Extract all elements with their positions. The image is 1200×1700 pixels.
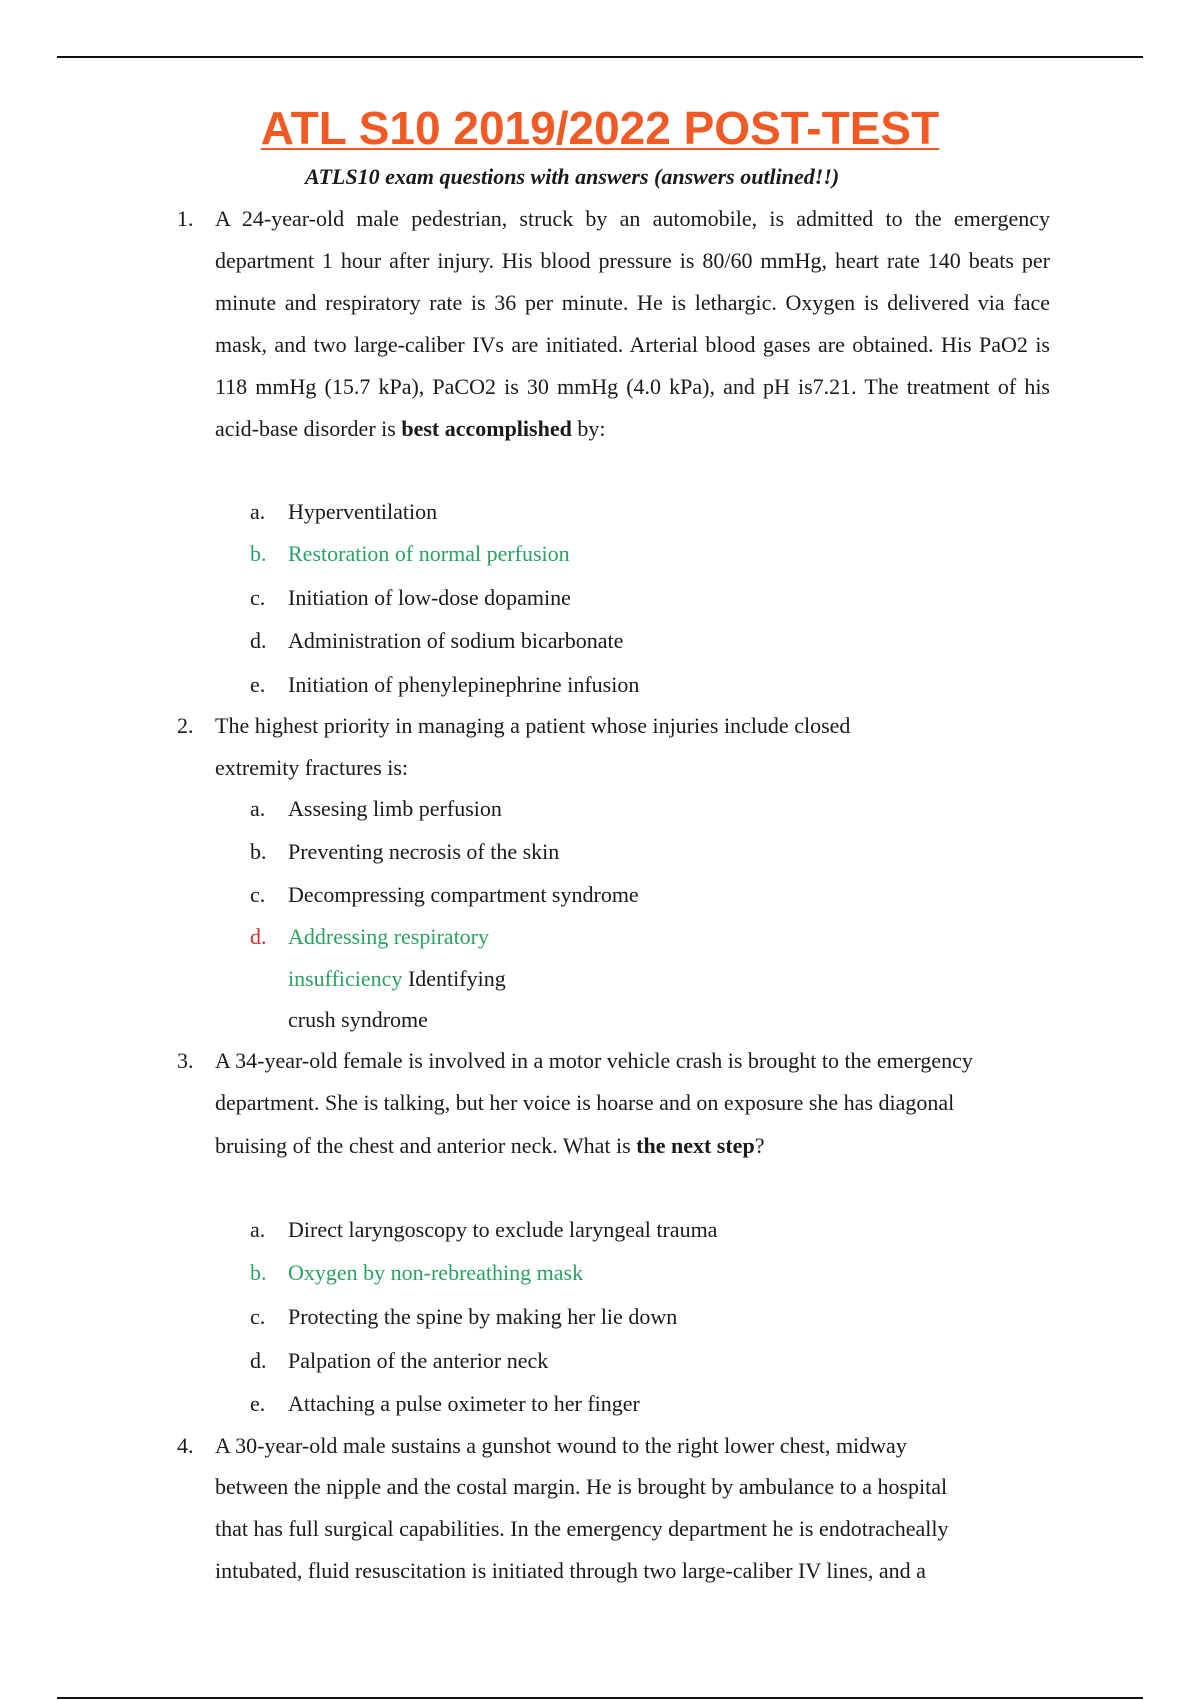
question-3-line-3: bruising of the chest and anterior neck. What is the next step? — [215, 1133, 765, 1158]
q1-option-d: d. Administration of sodium bicarbonate — [250, 628, 624, 653]
question-4-number: 4. — [177, 1433, 194, 1458]
q1-option-e: e. Initiation of phenylepinephrine infusion — [250, 672, 640, 697]
q3-option-b: b. Oxygen by non-rebreathing mask — [250, 1260, 584, 1285]
q3-option-c: c. Protecting the spine by making her lie down — [250, 1304, 678, 1329]
question-4-line-4: intubated, fluid resuscitation is initiated through two large-caliber IV lines, and a — [215, 1558, 926, 1583]
q3-option-a: a. Direct laryngoscopy to exclude laryngeal trauma — [250, 1217, 718, 1242]
document-subtitle: ATLS10 exam questions with answers (answers outlined!!) — [305, 164, 840, 189]
question-2-line-1: The highest priority in managing a patient whose injuries include closed — [215, 713, 851, 738]
question-3-line-1: A 34-year-old female is involved in a motor vehicle crash is brought to the emergency — [215, 1048, 973, 1073]
question-4-line-2: between the nipple and the costal margin. He is brought by ambulance to a hospital — [215, 1474, 948, 1499]
q2-option-d-continuation-2: crush syndrome — [288, 1007, 428, 1032]
q2-option-a: a. Assesing limb perfusion — [250, 796, 502, 821]
q2-option-b: b. Preventing necrosis of the skin — [250, 839, 560, 864]
question-3-line-2: department. She is talking, but her voice is hoarse and on exposure she has diagonal — [215, 1090, 955, 1115]
question-4-line-3: that has full surgical capabilities. In the emergency department he is endotracheally — [215, 1516, 949, 1541]
q2-option-c: c. Decompressing compartment syndrome — [250, 882, 639, 907]
question-1-text: A 24-year-old male pedestrian, struck by an automobile, is admitted to the emergency department 1 hour after injury. His blood pressure is 80/60 mmHg, heart rate 140 beats per minute and respiratory rate is 36 per minute. He is lethargic. Oxygen is delivered via face mask, and two large-caliber IVs are initiated. Arterial blood gases are obtained. His PaO2 is 118 mmHg (15.7 kPa), PaCO2 is 30 mmHg (4.0 kPa), and pH is7.21. The treatment of his acid-base disorder is best accomplished by: — [215, 206, 1050, 441]
q2-option-d: d. Addressing respiratory — [250, 924, 490, 949]
question-4-line-1: A 30-year-old male sustains a gunshot wound to the right lower chest, midway — [215, 1433, 907, 1458]
q3-option-e: e. Attaching a pulse oximeter to her finger — [250, 1391, 640, 1416]
q2-option-d-continuation: insufficiency Identifying — [288, 966, 506, 991]
q1-option-a: a. Hyperventilation — [250, 499, 438, 524]
q1-option-c: c. Initiation of low-dose dopamine — [250, 585, 571, 610]
q3-option-d: d. Palpation of the anterior neck — [250, 1348, 549, 1373]
q1-option-b: b. Restoration of normal perfusion — [250, 541, 570, 566]
question-2-number: 2. — [177, 713, 194, 738]
document-title: ATL S10 2019/2022 POST-TEST — [260, 102, 940, 154]
question-3-number: 3. — [177, 1048, 194, 1073]
bottom-rule — [57, 1697, 1143, 1699]
question-1-number: 1. — [177, 206, 194, 231]
question-2-line-2: extremity fractures is: — [215, 755, 409, 780]
